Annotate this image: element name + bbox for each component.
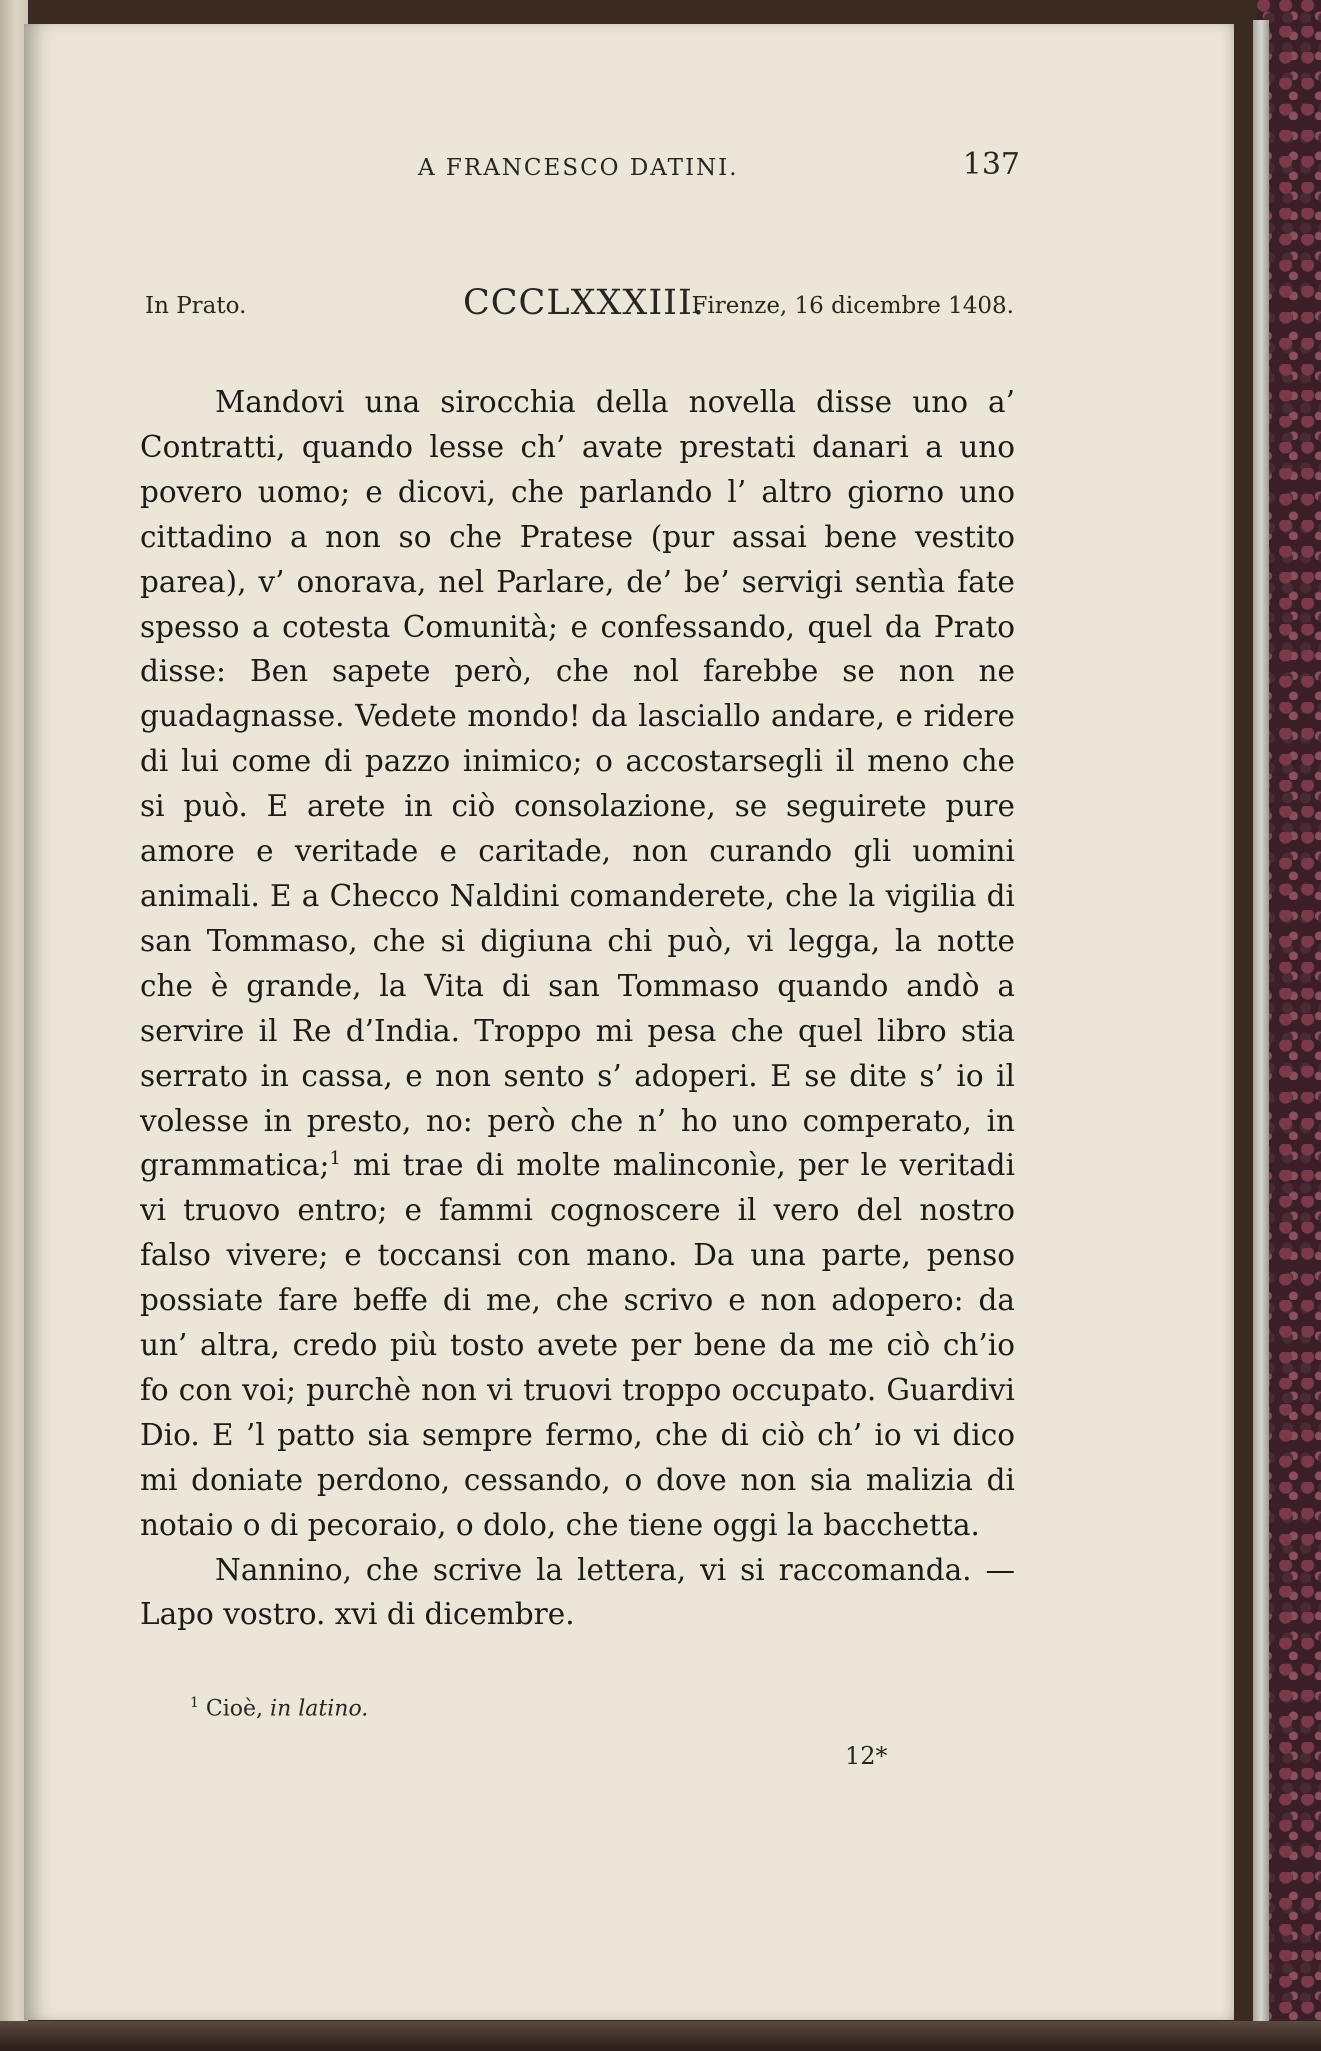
recipient: In Prato. — [145, 293, 247, 319]
footnote — [190, 1695, 368, 1721]
paragraph-1-part-a: Mandovi una sirocchia della novella disse uno a’ Contratti, quando lesse ch’ avate prestati danari a uno povero uomo; e dicovi, che parlando l’ altro giorno uno cittadino a non so che Pratese (pur assai bene vestito parea), v’ onorava, nel Parlare, de’ be’ servigi sentìa fate spesso a cotesta Comunità; e confessando, quel da Prato disse: Ben sapete però, che nol farebbe se non ne guadagnasse. Vedete mondo! da lasciallo andare, e ridere di lui come di pazzo inimico; o accostarsegli il meno che si può. E arete in ciò consolazione, se seguirete pure amore e veritade e caritade, non curando gli uomini animali. E a Checco Naldini comanderete, che la vigilia di san Tommaso, che si digiuna chi può, vi legga, la notte che è grande, la Vita di san Tommaso quando andò a servire il Re d’India. Troppo mi pesa che quel libro stia serrato in cassa, e non sento s’ adoperi. E se dite s’ io il volesse in presto, no: però che n’ ho uno comperato, in grammatica; — [140, 385, 1015, 1183]
paragraph-1-part-b: mi trae di molte malinconìe, per le veritadi vi truovo entro; e fammi cognoscere il vero del nostro falso vivere; e toccansi con mano. Da una parte, penso possiate fare beffe di me, che scrivo e non adopero: da un’ altra, credo più tosto avete per bene da me ciò ch’io fo con voi; purchè non vi truovi troppo occupato. Guardivi Dio. E ’l patto sia sempre fermo, che di ciò ch’ io vi dico mi doniate perdono, cessando, o dove non sia malizia di notaio o di pecoraio, o dolo, che tiene oggi la bacchetta. — [140, 1148, 1015, 1542]
letter-number: CCCLXXXIII. — [463, 283, 705, 323]
page-number: 137 — [962, 147, 1020, 182]
paragraph-2: Nannino, che scrive la lettera, vi si raccomanda. — Lapo vostro. xvi di dicembre. — [140, 1552, 1015, 1632]
binding-strip — [1253, 20, 1269, 2030]
running-head: A FRANCESCO DATINI. — [418, 155, 739, 181]
letter-body — [140, 380, 1015, 1637]
book-bottom-edge — [0, 2021, 1321, 2051]
page-header — [115, 133, 1020, 182]
footnote-mark: 1 — [190, 1695, 199, 1711]
footnote-text: Cioè, — [205, 1696, 271, 1722]
paragraph-1 — [140, 380, 1015, 1548]
footnote-text-italic: in latino. — [270, 1696, 369, 1722]
signature-mark: 12* — [845, 1742, 888, 1770]
footnote-reference: 1 — [329, 1148, 341, 1170]
letter-heading — [145, 285, 1020, 335]
date-place: Firenze, 16 dicembre 1408. — [691, 293, 1014, 319]
